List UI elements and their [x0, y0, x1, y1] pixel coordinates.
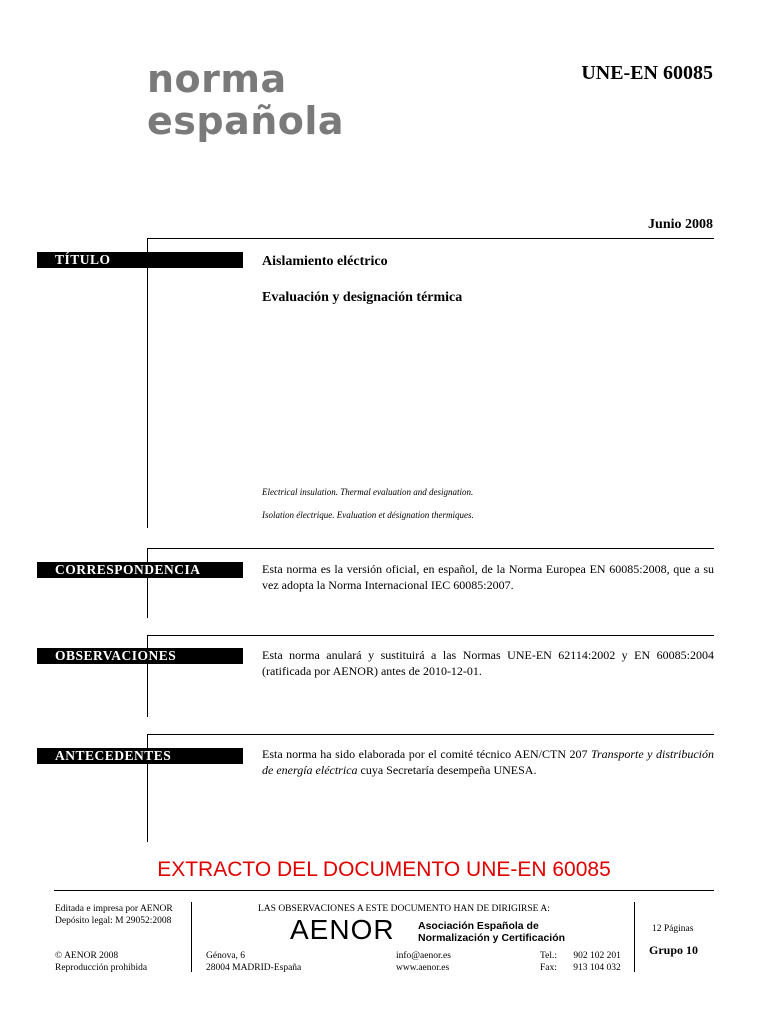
logo-sub-line-1: Asociación Española de	[418, 920, 539, 932]
section-label-correspondencia: CORRESPONDENCIA	[37, 562, 243, 578]
antecedentes-text-start: Esta norma ha sido elaborada por el comité técnico AEN/CTN 207	[262, 747, 591, 761]
footer-copyright	[55, 950, 147, 974]
aenor-logo-subtitle	[418, 920, 565, 944]
section-label-titulo: TÍTULO	[37, 252, 243, 268]
legal-deposit: Depósito legal: M 29052:2008	[55, 916, 172, 926]
correspondencia-text: Esta norma es la versión oficial, en español, de la Norma Europea EN 60085:2008, que a su vez adopta la Norma Internacional IEC 60085:2007.	[262, 562, 714, 592]
brand-title	[147, 58, 344, 142]
title-line-2: Evaluación y designación térmica	[262, 290, 463, 305]
contact-web	[396, 950, 451, 974]
address-line-1: Génova, 6	[206, 951, 246, 961]
title-french: Isolation électrique. Evaluation et désignation thermiques.	[262, 510, 474, 520]
title-english: Electrical insulation. Thermal evaluation and designation.	[262, 487, 474, 497]
page-count: 12 Páginas	[652, 924, 694, 934]
section-label-antecedentes: ANTECEDENTES	[37, 748, 243, 764]
divider	[147, 238, 714, 239]
section-label-observaciones: OBSERVACIONES	[37, 648, 243, 664]
observaciones-text: Esta norma anulará y sustituirá a las Normas UNE-EN 62114:2002 y EN 60085:2004 (ratificada por AENOR) antes de 2010-12-01.	[262, 648, 714, 678]
reproduction-note: Reproducción prohibida	[55, 963, 148, 973]
brand-line-1: norma	[147, 57, 287, 101]
fax-number: 913 104 032	[573, 963, 621, 973]
contact-phone	[540, 950, 621, 974]
divider	[147, 734, 714, 735]
address	[206, 950, 301, 974]
logo-sub-line-2: Normalización y Certificación	[418, 932, 566, 944]
website-link[interactable]: www.aenor.es	[396, 963, 450, 973]
standard-code: UNE-EN 60085	[581, 62, 713, 84]
divider	[147, 238, 148, 528]
extract-banner: EXTRACTO DEL DOCUMENTO UNE-EN 60085	[157, 858, 611, 881]
divider	[147, 548, 148, 618]
footer-divider	[191, 902, 192, 972]
title-line-1: Aislamiento eléctrico	[262, 254, 388, 269]
edited-by: Editada e impresa por AENOR	[55, 904, 173, 914]
tel-label: Tel.:	[540, 951, 558, 961]
fax-label: Fax:	[540, 963, 557, 973]
aenor-logo: AENOR	[290, 914, 395, 945]
address-line-2: 28004 MADRID-España	[206, 963, 302, 973]
antecedentes-committee-name: Transporte y distribución de energía eléctrica	[262, 747, 714, 777]
antecedentes-text-end: cuya Secretaría desempeña UNESA.	[357, 763, 537, 777]
antecedentes-text	[262, 746, 714, 778]
copyright: © AENOR 2008	[55, 951, 119, 961]
publication-date: Junio 2008	[648, 217, 713, 232]
brand-line-2: española	[147, 99, 345, 143]
divider	[147, 548, 714, 549]
tel-number: 902 102 201	[573, 951, 621, 961]
observations-note: LAS OBSERVACIONES A ESTE DOCUMENTO HAN DE DIRIGIRSE A:	[258, 904, 550, 914]
footer-divider	[54, 890, 714, 891]
email-link[interactable]: info@aenor.es	[396, 951, 451, 961]
footer-divider	[634, 902, 635, 972]
footer-edition	[55, 903, 173, 927]
price-group: Grupo 10	[649, 943, 699, 957]
divider	[147, 635, 714, 636]
